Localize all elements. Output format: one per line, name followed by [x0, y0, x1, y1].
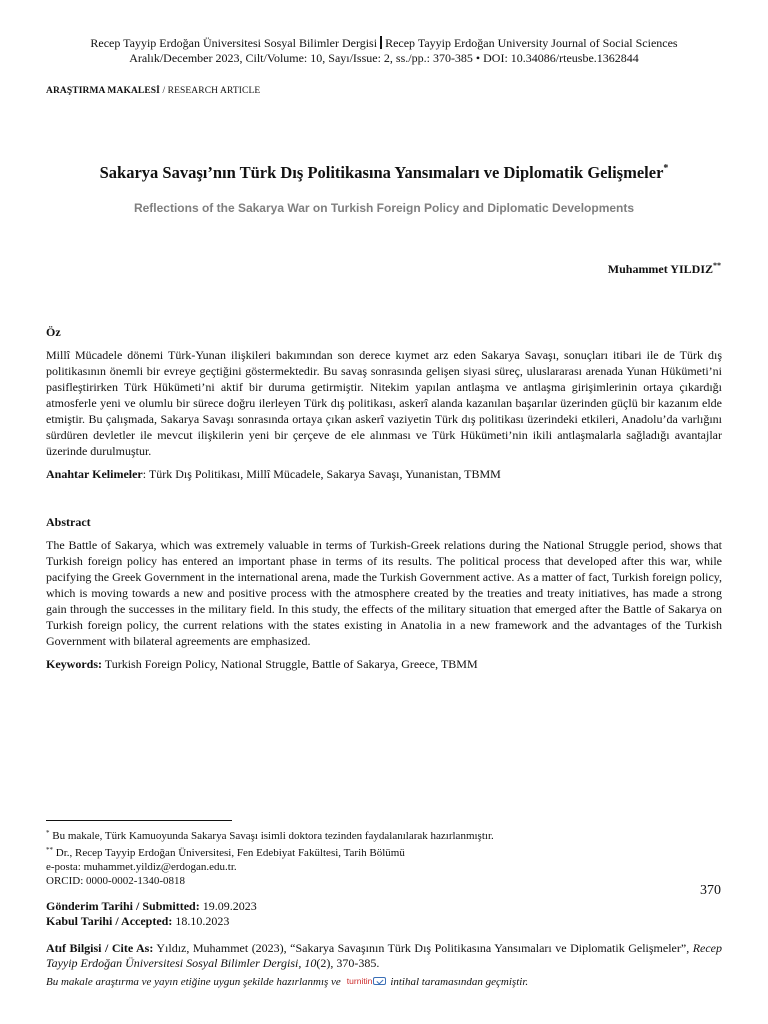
footnote-2-mark: ** — [46, 846, 53, 854]
turnitin-check-icon — [373, 977, 386, 985]
article-type — [46, 86, 260, 96]
oz-paragraph: Millî Mücadele dönemi Türk-Yunan ilişkileri bakımından son derece kıymet arz eden Sakarya Savaşı, sonuçları itibari ile de Türk dış politikasının önemli bir evreye geçtiğini göstermektedir. Bu savaş sonrasında gelişen siyasi süreç, uluslararası arenada Yunan Hükümeti’ni pasifleştirirken Türk Hükümeti’ni aktif bir duruma getirmiştir. Nitekim yapılan antlaşma ve antlaşma girişimlerinin ortaya çıkardığı atmosferle yeni ve olumlu bir sürece doğru ilerleyen Türk dış politikası, askerî alanda kazanılan başarılar üzerinden güçlü bir kazanım elde etmiştir. Bu çalışmada, Sakarya Savaşı sonrasında ortaya çıkan askerî vaziyetin Türk dış politikası üzerindeki etkileri, Anadolu’da varlığını sürdüren devletler ile mevcut ilişkilerin yeni bir çerçeve de ele alınması ve Türk Hükümeti’nin ikili antlaşmalarla sağladığı avantajlar üzerinde durulmuştur. — [46, 348, 722, 458]
citation-text-before: Yıldız, Muhammet (2023), “Sakarya Savaşının Türk Dış Politikasına Yansımaları ve Diplomatik Gelişmeler”, — [153, 941, 693, 955]
footnote-1 — [46, 826, 686, 843]
journal-name-en: Recep Tayyip Erdoğan University Journal of Social Sciences — [385, 36, 678, 50]
oz-keywords-label: Anahtar Kelimeler — [46, 467, 143, 481]
accepted-label: Kabul Tarihi / Accepted: — [46, 914, 173, 928]
turnitin-logo — [347, 976, 387, 986]
author-name: Muhammet YILDIZ — [607, 262, 713, 276]
accepted-date — [46, 914, 257, 929]
footnote-1-text: Bu makale, Türk Kamuoyunda Sakarya Savaşı isimli doktora tezinden faydalanılarak hazırlanmıştır. — [49, 830, 494, 842]
footnote-2-text: Dr., Recep Tayyip Erdoğan Üniversitesi, Fen Edebiyat Fakültesi, Tarih Bölümü — [53, 847, 405, 859]
submitted-value: 19.09.2023 — [199, 899, 257, 913]
header-separator — [380, 36, 382, 49]
submitted-label: Gönderim Tarihi / Submitted: — [46, 899, 200, 913]
citation — [46, 941, 722, 971]
journal-header — [0, 36, 768, 66]
page-number: 370 — [700, 883, 721, 898]
citation-text-after: (2), 370-385. — [316, 956, 380, 970]
abstract-keywords-text: Turkish Foreign Policy, National Struggle, Battle of Sakarya, Greece, TBMM — [102, 657, 478, 671]
title-footnote-mark: * — [663, 163, 669, 174]
submission-dates — [46, 899, 257, 929]
journal-name-tr: Recep Tayyip Erdoğan Üniversitesi Sosyal Bilimler Dergisi — [90, 36, 378, 50]
ethics-text-after: intihal taramasından geçmiştir. — [390, 976, 529, 988]
turnitin-logo-text: turnitin — [346, 976, 373, 986]
footnote-1-mark: * — [46, 829, 50, 837]
article-type-en: / RESEARCH ARTICLE — [162, 86, 261, 96]
footnote-divider — [46, 820, 232, 821]
ethics-statement — [46, 976, 722, 988]
author — [608, 261, 721, 277]
abstract-keywords — [46, 656, 722, 672]
abstract-heading: Abstract — [46, 515, 91, 529]
title-english: Reflections of the Sakarya War on Turkish Foreign Policy and Diplomatic Developments — [133, 201, 635, 215]
ethics-text-before: Bu makale araştırma ve yayın etiğine uygun şekilde hazırlanmış ve — [46, 976, 341, 988]
article-type-tr: ARAŞTIRMA MAKALESİ — [46, 86, 160, 96]
issue-line: Aralık/December 2023, Cilt/Volume: 10, Sayı/Issue: 2, ss./pp.: 370-385 • DOI: 10.34086/rteusbe.1362844 — [129, 51, 639, 65]
citation-label: Atıf Bilgisi / Cite As: — [46, 941, 154, 955]
abstract-keywords-label: Keywords: — [46, 657, 102, 671]
abstract-paragraph: The Battle of Sakarya, which was extremely valuable in terms of Turkish-Greek relations during the National Struggle period, shows that Turkish foreign policy has entered an important phase in terms of its results. The political process that developed after this war, while pacifying the Greek Government in the international arena, made the Turkish Government active. As a matter of fact, Turkish foreign policy, which is moving towards a new and positive process with the atmosphere created by the treaties and treaty initiatives, has made a strong gain through the successes in the military field. In this study, the effects of the military situation that emerged after the Battle of Sakarya on Turkish foreign policy, the current relations with the states existing in Anatolia in a new framework and the advantages of the Turkish Government with bilateral agreements are emphasized. — [46, 538, 722, 648]
citation-journal: Recep Tayyip Erdoğan Üniversitesi Sosyal Bilimler Dergisi, 10 — [46, 941, 723, 970]
journal-names-line — [0, 36, 768, 51]
title-turkish — [0, 163, 768, 183]
footnote-2 — [46, 843, 686, 860]
accepted-value: 18.10.2023 — [172, 914, 230, 928]
footnotes — [46, 826, 686, 888]
title-turkish-text: Sakarya Savaşı’nın Türk Dış Politikasına Yansımaları ve Diplomatik Gelişmeler — [99, 163, 664, 182]
submitted-date — [46, 899, 257, 914]
oz-keywords — [46, 466, 722, 482]
author-footnote-mark: ** — [713, 261, 721, 270]
author-email: e-posta: muhammet.yildiz@erdogan.edu.tr. — [46, 861, 237, 873]
oz-heading: Öz — [46, 325, 61, 339]
author-orcid: ORCID: 0000-0002-1340-0818 — [46, 875, 186, 887]
oz-keywords-text: : Türk Dış Politikası, Millî Mücadele, Sakarya Savaşı, Yunanistan, TBMM — [142, 467, 501, 481]
